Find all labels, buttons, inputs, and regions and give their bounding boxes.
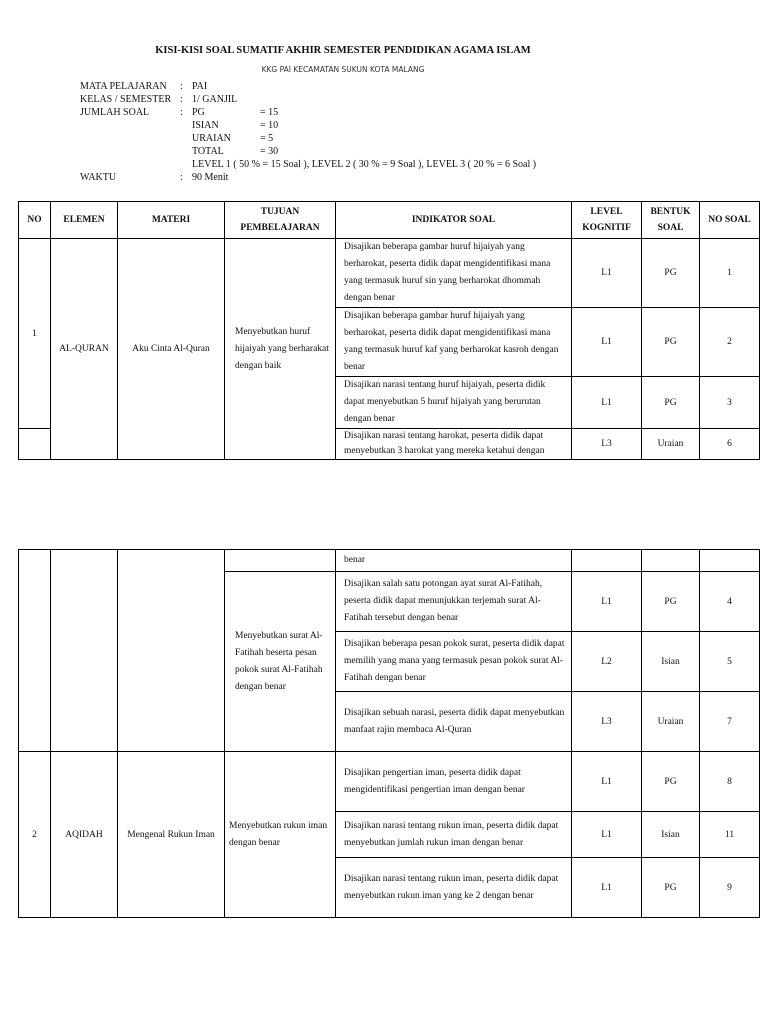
header-no: NO	[19, 202, 51, 239]
nosoal-cell: 7	[700, 692, 760, 752]
row-no-empty	[19, 429, 51, 460]
bentuk-cell: Isian	[642, 812, 700, 858]
header-tujuan: TUJUAN PEMBELAJARAN	[225, 202, 336, 239]
level-cell: L1	[572, 752, 642, 812]
bentuk-cell: PG	[642, 308, 700, 377]
total-label: TOTAL	[192, 146, 224, 157]
isian-value: = 10	[260, 120, 279, 131]
nosoal-cell: 11	[700, 812, 760, 858]
jumlah-pg	[192, 106, 278, 119]
document-subtitle: KKG PAI KECAMATAN SUKUN KOTA MALANG	[261, 65, 425, 74]
bentuk-empty	[642, 550, 700, 572]
level-cell: L3	[572, 429, 642, 460]
nosoal-cell: 5	[700, 632, 760, 692]
indikator-cell: Disajikan narasi tentang huruf hijaiyah, peserta didik dapat menyebutkan 5 huruf hijaiyah yang berurutan dengan benar	[336, 377, 572, 429]
nosoal-cell: 6	[700, 429, 760, 460]
nosoal-cell: 8	[700, 752, 760, 812]
bentuk-cell: Isian	[642, 632, 700, 692]
bentuk-cell: PG	[642, 858, 700, 918]
colon: :	[180, 107, 183, 118]
level-cell: L1	[572, 812, 642, 858]
row-no: 1	[19, 239, 51, 429]
header-indikator: INDIKATOR SOAL	[336, 202, 572, 239]
level-empty	[572, 550, 642, 572]
level-distribution: LEVEL 1 ( 50 % = 15 Soal ), LEVEL 2 ( 30 % = 9 Soal ), LEVEL 3 ( 20 % = 6 Soal )	[192, 159, 537, 170]
info-row-total	[80, 145, 536, 158]
waktu-value: 90 Menit	[192, 172, 229, 183]
pg-label: PG	[192, 107, 205, 118]
info-row-mapel	[80, 80, 536, 93]
bentuk-cell: PG	[642, 377, 700, 429]
level-cell: L1	[572, 308, 642, 377]
info-row-jumlah	[80, 106, 536, 119]
header-row	[19, 202, 760, 239]
row-materi: Mengenal Rukun Iman	[118, 752, 225, 918]
indikator-continuation: benar	[336, 550, 572, 572]
row-tujuan: Menyebutkan huruf hijaiyah yang berharakat dengan baik	[225, 239, 336, 460]
nosoal-empty	[700, 550, 760, 572]
total-value: = 30	[260, 146, 279, 157]
info-row-level	[80, 158, 536, 171]
bentuk-cell: PG	[642, 239, 700, 308]
row-elemen: AL-QURAN	[51, 239, 118, 460]
table-row	[19, 239, 760, 308]
header-level: LEVEL KOGNITIF	[572, 202, 642, 239]
indikator-cell: Disajikan beberapa gambar huruf hijaiyah yang berharokat, peserta didik dapat mengidentifikasi mana yang termasuk huruf kaf yang berharokat kasroh dengan benar	[336, 308, 572, 377]
row-elemen: AQIDAH	[51, 752, 118, 918]
row-no-empty	[19, 550, 51, 752]
info-row-waktu	[80, 171, 536, 184]
continuation-row	[19, 550, 760, 572]
indikator-cell: Disajikan narasi tentang rukun iman, peserta didik dapat menyebutkan jumlah rukun iman dengan benar	[336, 812, 572, 858]
colon: :	[180, 81, 183, 92]
indikator-cell: Disajikan narasi tentang harokat, peserta didik dapat menyebutkan 3 harokat yang mereka ketahui dengan	[336, 429, 572, 460]
indikator-cell: Disajikan pengertian iman, peserta didik dapat mengidentifikasi pengertian iman dengan benar	[336, 752, 572, 812]
bentuk-cell: Uraian	[642, 429, 700, 460]
indikator-cell: Disajikan salah satu potongan ayat surat Al-Fatihah, peserta didik dapat menunjukkan terjemah surat Al-Fatihah tersebut dengan benar	[336, 572, 572, 632]
nosoal-cell: 2	[700, 308, 760, 377]
waktu-label: WAKTU	[80, 172, 117, 183]
nosoal-cell: 3	[700, 377, 760, 429]
level-cell: L1	[572, 239, 642, 308]
jumlah-label: JUMLAH SOAL	[80, 107, 150, 118]
kisi-table-2	[18, 549, 760, 918]
isian-label: ISIAN	[192, 120, 219, 131]
info-block	[80, 80, 536, 184]
uraian-value: = 5	[260, 133, 274, 144]
level-cell: L2	[572, 632, 642, 692]
row-tujuan: Menyebutkan rukun iman dengan benar	[225, 752, 336, 918]
colon: :	[180, 172, 183, 183]
kelas-label: KELAS / SEMESTER	[80, 94, 172, 105]
level-cell: L3	[572, 692, 642, 752]
bentuk-cell: PG	[642, 572, 700, 632]
row-tujuan-empty	[225, 550, 336, 572]
indikator-cell: Disajikan narasi tentang rukun iman, peserta didik dapat menyebutkan rukun iman yang ke 2 dengan benar	[336, 858, 572, 918]
document-title: KISI-KISI SOAL SUMATIF AKHIR SEMESTER PENDIDIKAN AGAMA ISLAM	[155, 45, 531, 56]
row-materi: Aku Cinta Al-Quran	[118, 239, 225, 460]
row-elemen-empty	[51, 550, 118, 752]
kelas-value: 1/ GANJIL	[192, 94, 238, 105]
info-row-uraian	[80, 132, 536, 145]
table-row	[19, 752, 760, 812]
nosoal-cell: 1	[700, 239, 760, 308]
mapel-label: MATA PELAJARAN	[80, 81, 167, 92]
nosoal-cell: 9	[700, 858, 760, 918]
colon: :	[180, 94, 183, 105]
row-no: 2	[19, 752, 51, 918]
pg-value: = 15	[260, 107, 279, 118]
header-materi: MATERI	[118, 202, 225, 239]
info-row-isian	[80, 119, 536, 132]
mapel-value: PAI	[192, 81, 208, 92]
uraian-label: URAIAN	[192, 133, 231, 144]
level-cell: L1	[572, 377, 642, 429]
header-bentuk: BENTUK SOAL	[642, 202, 700, 239]
indikator-cell: Disajikan beberapa gambar huruf hijaiyah yang berharokat, peserta didik dapat mengidentifikasi mana yang termasuk huruf sin yang berharokat dhommah dengan benar	[336, 239, 572, 308]
nosoal-cell: 4	[700, 572, 760, 632]
level-cell: L1	[572, 858, 642, 918]
row-materi-empty	[118, 550, 225, 752]
bentuk-cell: PG	[642, 752, 700, 812]
row-tujuan: Menyebutkan surat Al-Fatihah beserta pesan pokok surat Al-Fatihah dengan benar	[225, 572, 336, 752]
kisi-table-1	[18, 201, 760, 460]
header-elemen: ELEMEN	[51, 202, 118, 239]
level-cell: L1	[572, 572, 642, 632]
indikator-cell: Disajikan sebuah narasi, peserta didik dapat menyebutkan manfaat rajin membaca Al-Quran	[336, 692, 572, 752]
indikator-cell: Disajikan beberapa pesan pokok surat, peserta didik dapat memilih yang mana yang termasuk pesan pokok surat Al-Fatihah dengan benar	[336, 632, 572, 692]
header-nosoal: NO SOAL	[700, 202, 760, 239]
info-row-kelas	[80, 93, 536, 106]
bentuk-cell: Uraian	[642, 692, 700, 752]
